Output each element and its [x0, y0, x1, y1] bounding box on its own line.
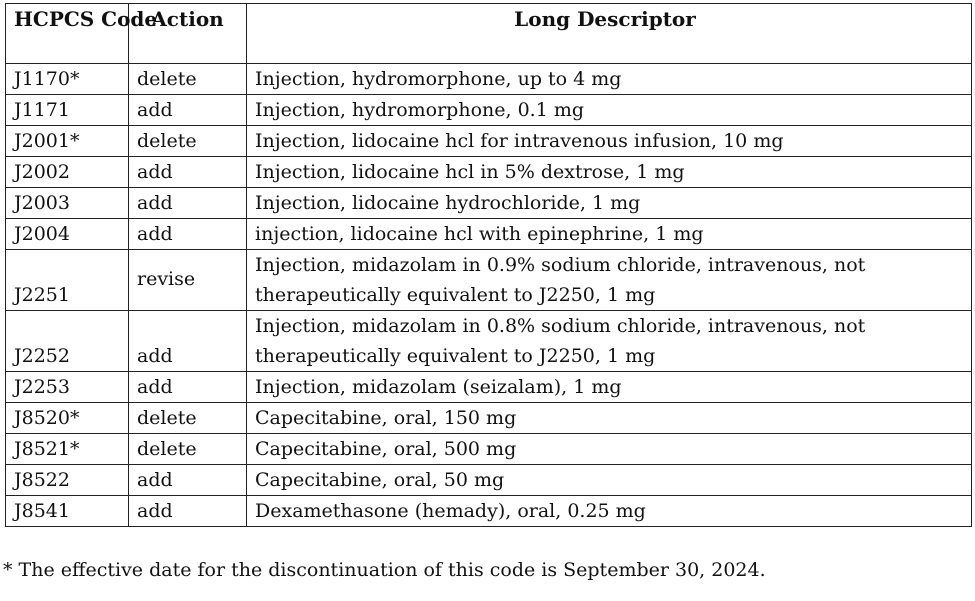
cell-action: add [129, 496, 247, 527]
cell-hcpcs-code: J2003 [6, 188, 129, 219]
table-row [6, 496, 972, 527]
cell-action: delete [129, 126, 247, 157]
cell-long-descriptor: Injection, midazolam in 0.8% sodium chloride, intravenous, not therapeutically equivalent to J2250, 1 mg [247, 311, 972, 372]
header-long-descriptor: Long Descriptor [247, 4, 972, 64]
cell-action: delete [129, 434, 247, 465]
cell-action: add [129, 311, 247, 372]
table-row [6, 250, 972, 311]
cell-hcpcs-code: J2001* [6, 126, 129, 157]
table-row [6, 219, 972, 250]
cell-long-descriptor: Injection, lidocaine hcl for intravenous infusion, 10 mg [247, 126, 972, 157]
cell-action: delete [129, 403, 247, 434]
cell-action: revise [129, 250, 247, 311]
cell-hcpcs-code: J8541 [6, 496, 129, 527]
cell-hcpcs-code: J2253 [6, 372, 129, 403]
cell-hcpcs-code: J1170* [6, 64, 129, 95]
cell-action: add [129, 219, 247, 250]
cell-hcpcs-code: J1171 [6, 95, 129, 126]
cell-long-descriptor: Capecitabine, oral, 500 mg [247, 434, 972, 465]
cell-action: add [129, 157, 247, 188]
table-row [6, 64, 972, 95]
table-row [6, 126, 972, 157]
footnote: * The effective date for the discontinuation of this code is September 30, 2024. [3, 559, 766, 581]
table-row [6, 403, 972, 434]
table-row [6, 95, 972, 126]
cell-long-descriptor: injection, lidocaine hcl with epinephrine, 1 mg [247, 219, 972, 250]
table-row [6, 372, 972, 403]
cell-action: add [129, 465, 247, 496]
header-action: Action [129, 4, 247, 64]
cell-action: add [129, 372, 247, 403]
table-row [6, 465, 972, 496]
hcpcs-code-table [5, 3, 972, 527]
table-row [6, 157, 972, 188]
cell-hcpcs-code: J8520* [6, 403, 129, 434]
cell-long-descriptor: Capecitabine, oral, 50 mg [247, 465, 972, 496]
header-hcpcs-code: HCPCS Code [6, 4, 129, 64]
table-row [6, 311, 972, 372]
cell-long-descriptor: Injection, lidocaine hydrochloride, 1 mg [247, 188, 972, 219]
cell-long-descriptor: Injection, midazolam (seizalam), 1 mg [247, 372, 972, 403]
cell-long-descriptor: Injection, lidocaine hcl in 5% dextrose, 1 mg [247, 157, 972, 188]
cell-long-descriptor: Injection, midazolam in 0.9% sodium chloride, intravenous, not therapeutically equivalent to J2250, 1 mg [247, 250, 972, 311]
cell-hcpcs-code: J2251 [6, 250, 129, 311]
table-body [6, 64, 972, 527]
table-header-row [6, 4, 972, 64]
cell-hcpcs-code: J8522 [6, 465, 129, 496]
cell-action: delete [129, 64, 247, 95]
table-row [6, 434, 972, 465]
cell-action: add [129, 188, 247, 219]
table-row [6, 188, 972, 219]
cell-long-descriptor: Injection, hydromorphone, up to 4 mg [247, 64, 972, 95]
cell-hcpcs-code: J2002 [6, 157, 129, 188]
cell-hcpcs-code: J2252 [6, 311, 129, 372]
cell-long-descriptor: Capecitabine, oral, 150 mg [247, 403, 972, 434]
cell-action: add [129, 95, 247, 126]
cell-long-descriptor: Injection, hydromorphone, 0.1 mg [247, 95, 972, 126]
cell-hcpcs-code: J2004 [6, 219, 129, 250]
cell-hcpcs-code: J8521* [6, 434, 129, 465]
cell-long-descriptor: Dexamethasone (hemady), oral, 0.25 mg [247, 496, 972, 527]
